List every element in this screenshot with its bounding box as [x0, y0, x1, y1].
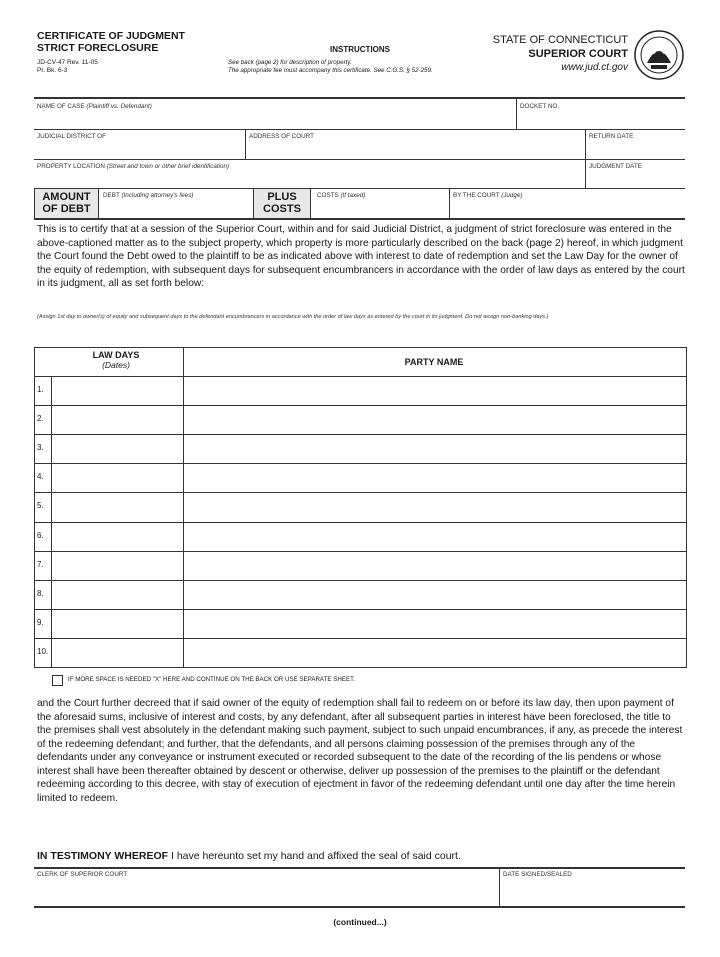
- decree-paragraph: and the Court further decreed that if said owner of the equity of redemption shall fail to redeem on or before its law day, then upon payment of the aforesaid sums, inclusive of interest and costs, by any defendant, after all subsequent parties in interest have been foreclosed, the title to the premises shall vest absolutely in the defendant making such payment, subject to such unpaid encumbrances, if any, as precede the interest of the redeeming defendant; and further, that the defendants, and all persons claiming possession of the premises through any of the defendants under any conveyance or instrument executed or recorded subsequent to the date of the recording of the lis pendens or whose interest shall have been thereafter obtained by descent or otherwise, deliver up possession of the premises to the plaintiff or the defendant redeeming according to this decree, with stay of execution of ejectment in favor of the redeeming defendant until one day after the time herein limited to redeem.: [37, 698, 683, 804]
- row-number: 9.: [37, 617, 44, 627]
- more-space-checkbox[interactable]: [52, 675, 63, 686]
- property-location-label: PROPERTY LOCATION (Street and town or other brief identification): [37, 163, 230, 170]
- party-name-cell[interactable]: [184, 552, 684, 579]
- row-number: 10.: [37, 646, 49, 656]
- certify-paragraph: This is to certify that at a session of the Superior Court, within and for said Judicial District, a judgment of strict foreclosure was entered in the above-captioned matter as to the subject property, which property is more particularly described on the back (page 2) hereof, in which judgment the Court found the Debt owed to the plaintiff to be as indicated above with interest to date of redemption and set the Law Day for the owner of the equity of redemption, with subsequent days for subsequent encumbrancers in accordance with the order of law days as entered by the court in its judgment, all as set forth below:: [37, 224, 685, 289]
- row-number: 2.: [37, 414, 44, 424]
- form-number: [37, 59, 98, 75]
- address-of-court-label: ADDRESS OF COURT: [249, 133, 314, 140]
- law-day-date-cell[interactable]: [52, 610, 182, 637]
- divider: [516, 98, 517, 129]
- law-day-date-cell[interactable]: [52, 464, 182, 491]
- divider: [245, 129, 246, 159]
- law-day-date-cell[interactable]: [52, 435, 182, 462]
- row-number: 8.: [37, 588, 44, 598]
- state-seal-icon: [633, 29, 685, 81]
- party-name-cell[interactable]: [184, 464, 684, 491]
- law-day-date-cell[interactable]: [52, 639, 182, 666]
- row-number: 3.: [37, 443, 44, 453]
- date-signed-label: DATE SIGNED/SEALED: [503, 871, 572, 878]
- law-day-date-cell[interactable]: [52, 581, 182, 608]
- testimony-text: I have hereunto set my hand and affixed the seal of said court.: [168, 850, 461, 862]
- row-number: 1.: [37, 385, 44, 394]
- law-days-header: LAW DAYS (Dates): [51, 350, 181, 370]
- costs-label: COSTS (If taxed): [317, 192, 366, 199]
- practice-book-line: Pr. Bk. 6-3: [37, 67, 68, 74]
- court-heading: [470, 33, 628, 75]
- instructions-title: INSTRUCTIONS: [330, 45, 390, 54]
- state-name: STATE OF CONNECTICUT: [492, 34, 628, 46]
- more-space-label: IF MORE SPACE IS NEEDED "X" HERE AND CONTINUE ON THE BACK OR USE SEPARATE SHEET.: [68, 676, 355, 683]
- judgment-date-label: JUDGMENT DATE: [589, 163, 642, 170]
- field-rule: [34, 188, 685, 189]
- party-name-cell[interactable]: [184, 639, 684, 666]
- party-name-cell[interactable]: [184, 523, 684, 550]
- law-day-date-cell[interactable]: [52, 523, 182, 550]
- party-name-cell[interactable]: [184, 493, 684, 520]
- law-day-date-cell[interactable]: [52, 493, 182, 520]
- form-number-line: JD-CV-47 Rev. 11-05: [37, 59, 98, 66]
- party-name-cell[interactable]: [184, 610, 684, 637]
- clerk-label: CLERK OF SUPERIOR COURT: [37, 871, 128, 878]
- law-day-date-cell[interactable]: [52, 377, 182, 404]
- party-name-header: PARTY NAME: [404, 357, 464, 367]
- law-day-date-cell[interactable]: [52, 406, 182, 433]
- row-number: 7.: [37, 559, 44, 569]
- instructions-text: [228, 59, 433, 75]
- by-the-court-label: BY THE COURT (Judge): [453, 192, 523, 199]
- party-name-cell[interactable]: [184, 377, 684, 404]
- row-number: 4.: [37, 472, 44, 482]
- return-date-label: RETURN DATE: [589, 133, 634, 140]
- law-days-table: [34, 347, 687, 668]
- row-number: 6.: [37, 530, 44, 540]
- dates-subheader: (Dates): [102, 360, 130, 370]
- continued-label: (continued...): [333, 917, 387, 927]
- divider: [449, 188, 450, 218]
- form-title-line1: CERTIFICATE OF JUDGMENT: [37, 30, 185, 42]
- field-rule: [34, 218, 685, 220]
- row-number: 5.: [37, 501, 44, 511]
- court-website: www.jud.ct.gov: [561, 62, 628, 73]
- field-rule: [34, 129, 685, 130]
- debt-label: DEBT (Including attorney's fees): [103, 192, 194, 199]
- instructions-line2: The appropriate fee must accompany this certificate. See C.G.S. § 52-259.: [228, 67, 433, 74]
- plus-costs-box: PLUS COSTS: [253, 188, 311, 220]
- form-title-line2: STRICT FORECLOSURE: [37, 42, 159, 54]
- party-name-cell[interactable]: [184, 406, 684, 433]
- party-name-cell[interactable]: [184, 435, 684, 462]
- amount-of-debt-box: AMOUNT OF DEBT: [34, 188, 99, 220]
- court-name: SUPERIOR COURT: [528, 48, 628, 60]
- form-title: [37, 30, 185, 54]
- signature-top-rule: [34, 867, 685, 869]
- header-rule: [34, 97, 685, 99]
- divider: [499, 867, 500, 906]
- assign-note: (Assign 1st day to owner(s) of equity and subsequent days to the defendant encumbrancers in accordance with the order of law days as entered by the court in its judgment. Do not assign non-banking days.): [37, 314, 549, 320]
- instructions-line1: See back (page 2) for description of property.: [228, 59, 352, 66]
- docket-no-label: DOCKET NO.: [520, 103, 560, 110]
- field-rule: [34, 159, 685, 160]
- name-of-case-label: NAME OF CASE (Plaintiff vs. Defendant): [37, 103, 152, 110]
- party-name-cell[interactable]: [184, 581, 684, 608]
- law-day-date-cell[interactable]: [52, 552, 182, 579]
- signature-bottom-rule: [34, 906, 685, 908]
- testimony-bold: IN TESTIMONY WHEREOF: [37, 850, 169, 862]
- judicial-district-label: JUDICIAL DISTRICT OF: [37, 133, 106, 140]
- testimony-line: [37, 850, 461, 862]
